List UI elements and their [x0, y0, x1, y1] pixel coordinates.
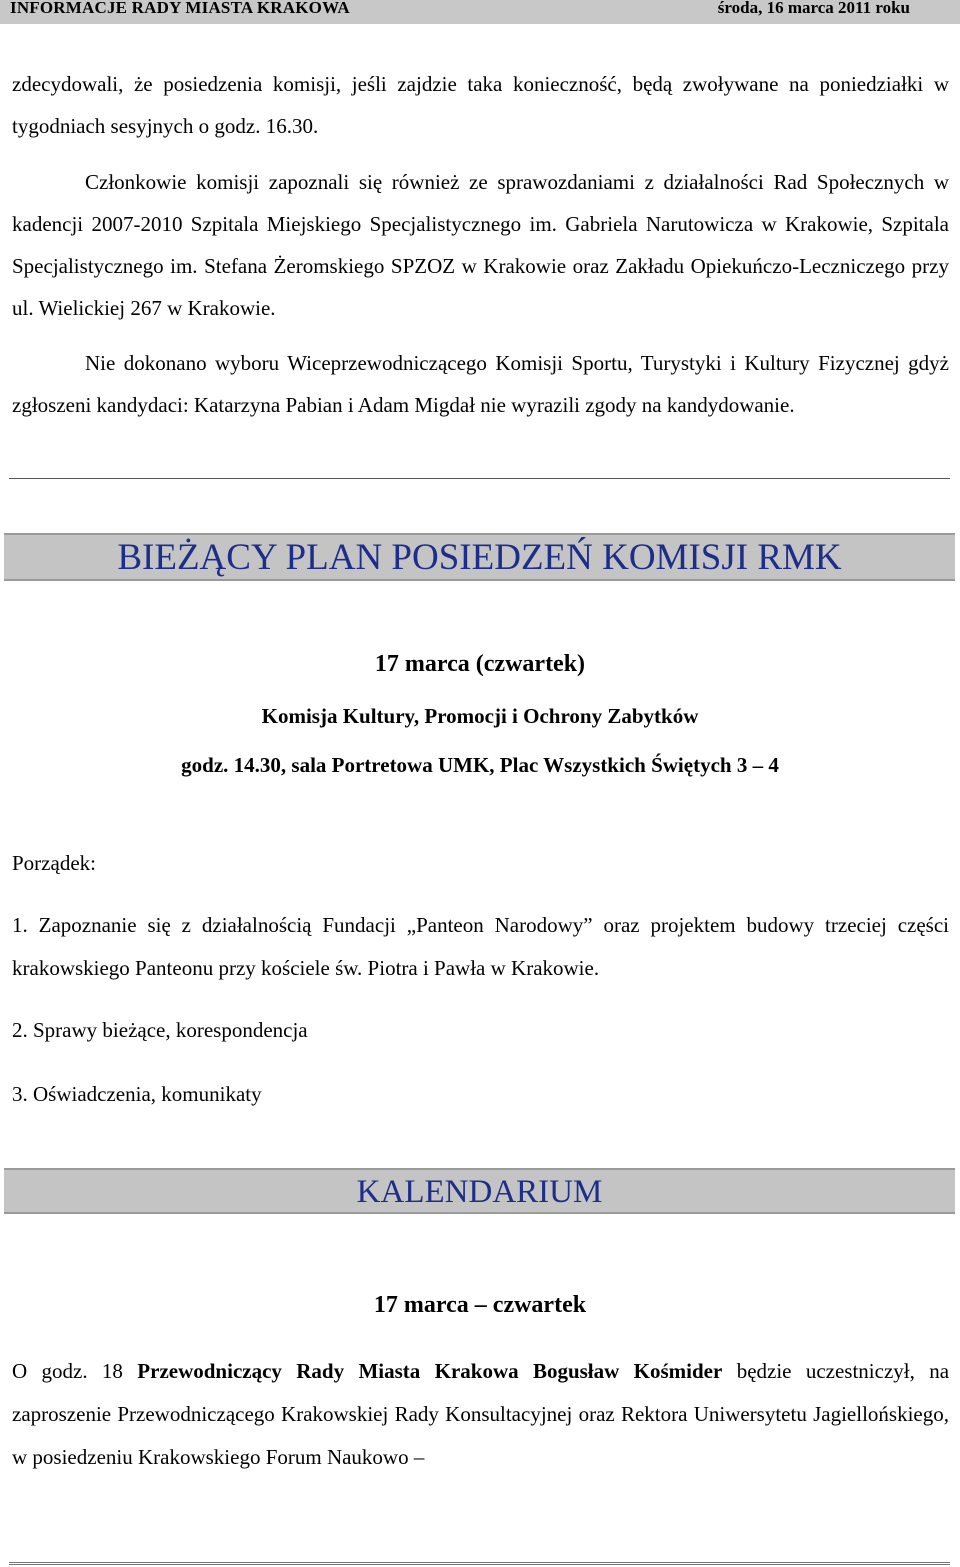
footer-divider — [9, 1562, 950, 1565]
calendar-entry-text: będzie uczestniczył, na zaproszenie Przewodniczącego Krakowskiej Rady Konsultacyjnej oraz Rektora Uniwersytetu Jagiellońskiego, w posiedzeniu Krakowskiego Forum Naukowo – — [12, 1359, 950, 1469]
header-date: środa, 16 marca 2011 roku — [717, 0, 910, 17]
plan-committee: Komisja Kultury, Promocji i Ochrony Zabytków — [261, 704, 699, 728]
header-title: INFORMACJE RADY MIASTA KRAKOWA — [10, 0, 350, 17]
plan-heading: BIEŻĄCY PLAN POSIEDZEŃ KOMISJI RMK — [117, 537, 842, 578]
body-paragraph-1: zdecydowali, że posiedzenia komisji, jeśli zajdzie taka konieczność, będą zwoływane na poniedziałki w tygodniach sesyjnych o godz. 16.30. — [12, 72, 949, 138]
calendar-entry-person: Przewodniczący Rady Miasta Krakowa Bogusław Kośmider — [137, 1359, 723, 1383]
page-header — [0, 0, 960, 24]
calendar-date: 17 marca – czwartek — [373, 1292, 587, 1318]
calendar-entry — [12, 1350, 949, 1479]
agenda-item-2: 2. Sprawy bieżące, korespondencja — [12, 1018, 308, 1042]
agenda-item-3: 3. Oświadczenia, komunikaty — [12, 1082, 262, 1106]
plan-heading-bar — [4, 533, 955, 581]
body-paragraph-2: Członkowie komisji zapoznali się również ze sprawozdaniami z działalności Rad Społecznych w kadencji 2007-2010 Szpitala Miejskiego Specjalistycznego im. Gabriela Narutowicza w Krakowie, Szpitala Specjalistycznego im. Stefana Żeromskiego SPZOZ w Krakowie oraz Zakładu Opiekuńczo-Leczniczego przy ul. Wielickiej 267 w Krakowie. — [12, 170, 949, 320]
calendar-entry-lead: O godz. 18 — [12, 1359, 123, 1383]
agenda-item-1: 1. Zapoznanie się z działalnością Fundacji „Panteon Narodowy” oraz projektem budowy trzeciej części krakowskiego Panteonu przy kościele św. Piotra i Pawła w Krakowie. — [12, 913, 949, 980]
body-paragraph-3: Nie dokonano wyboru Wiceprzewodniczącego Komisji Sportu, Turystyki i Kultury Fizycznej gdyż zgłoszeni kandydaci: Katarzyna Pabian i Adam Migdał nie wyrazili zgody na kandydowanie. — [12, 351, 949, 417]
plan-time-place: godz. 14.30, sala Portretowa UMK, Plac Wszystkich Świętych 3 – 4 — [181, 753, 779, 777]
plan-date: 17 marca (czwartek) — [374, 651, 586, 677]
calendar-heading: KALENDARIUM — [356, 1174, 603, 1210]
divider — [9, 478, 950, 479]
calendar-heading-bar — [4, 1168, 955, 1214]
agenda-label: Porządek: — [12, 851, 96, 875]
